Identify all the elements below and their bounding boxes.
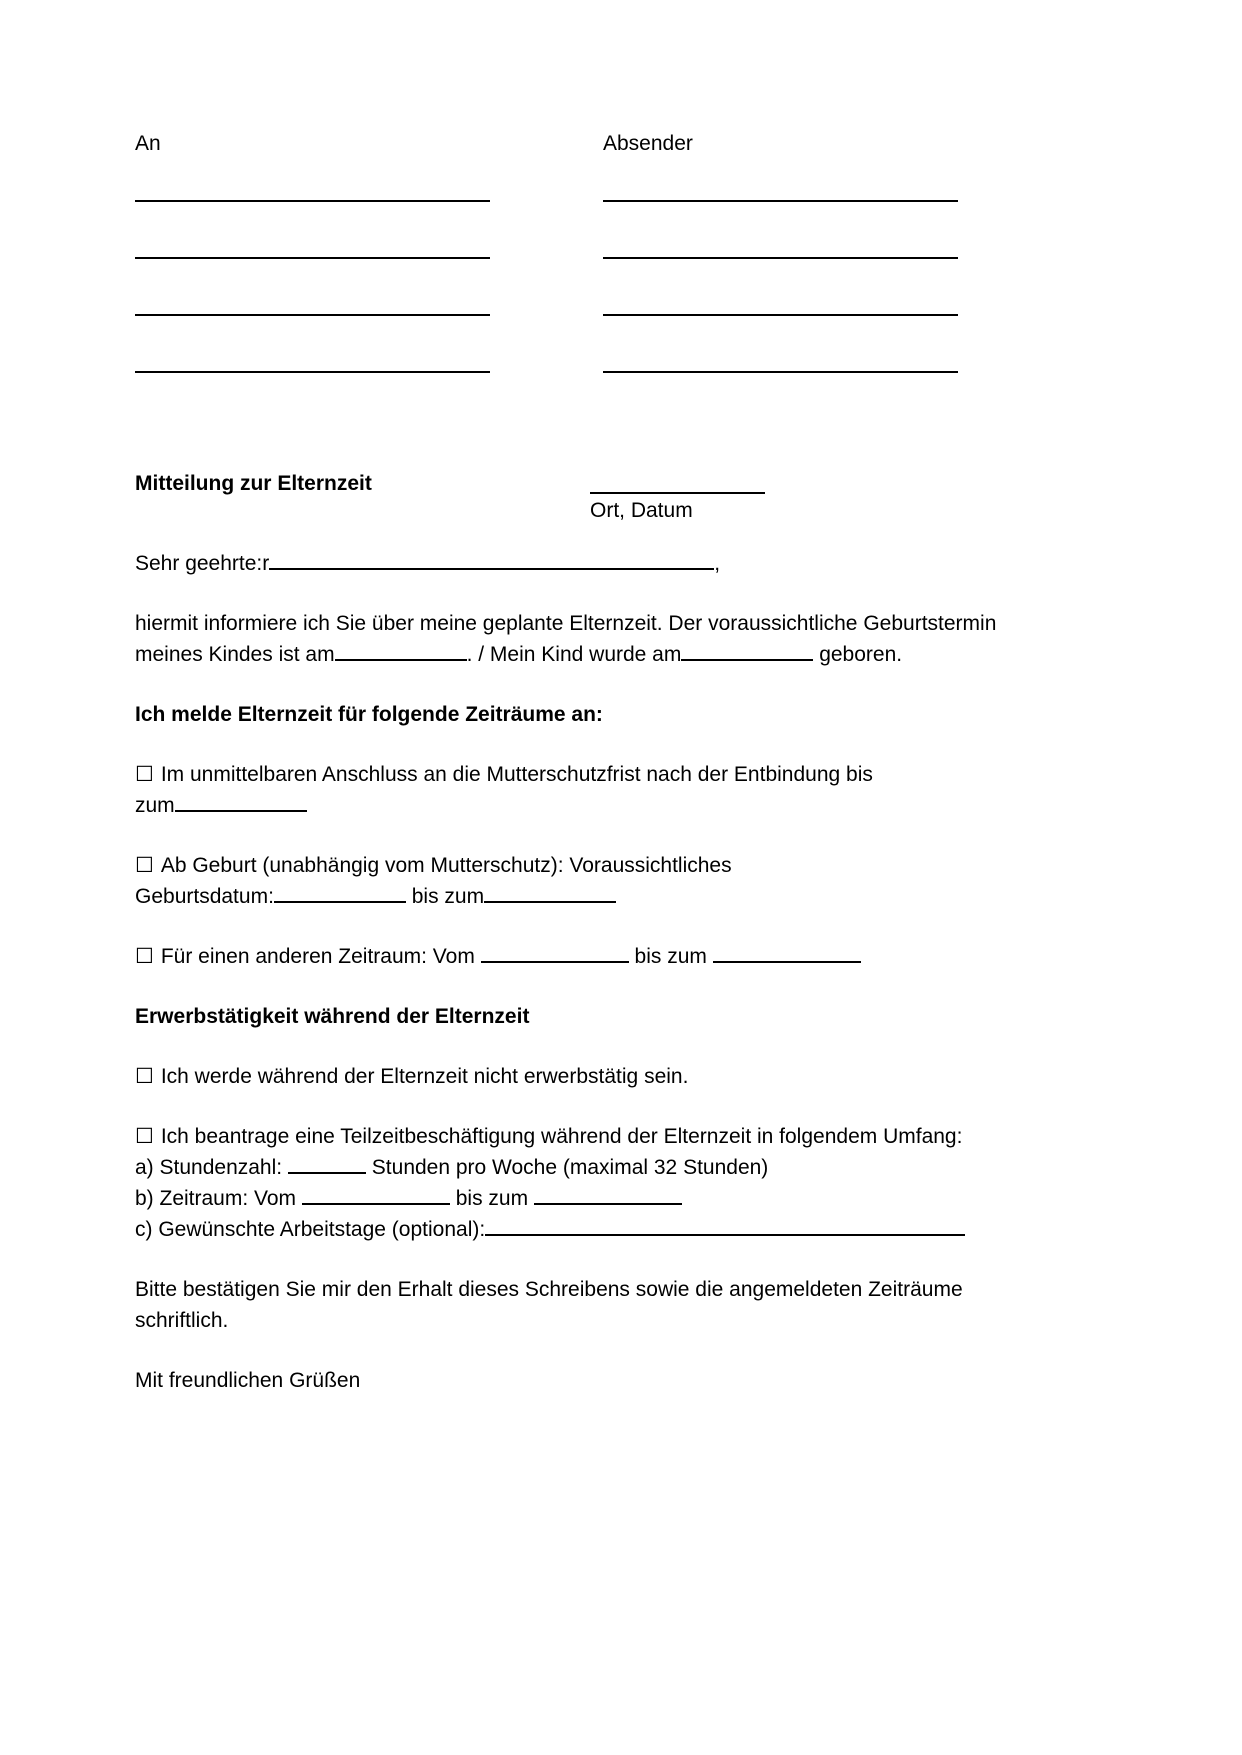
period-option-2-sub-middle: bis zum bbox=[411, 885, 485, 908]
page-title: Mitteilung zur Elternzeit bbox=[135, 472, 372, 495]
employment-item-b-middle: bis zum bbox=[455, 1187, 529, 1210]
spacer bbox=[135, 972, 1030, 1001]
spacer bbox=[135, 912, 1030, 941]
period-option-1-sub bbox=[135, 790, 1030, 821]
employment-option-2[interactable] bbox=[135, 1121, 1030, 1152]
intro-middle: . / Mein Kind wurde am bbox=[466, 643, 682, 666]
preferred-workdays-input[interactable] bbox=[485, 1215, 965, 1236]
recipient-label: An bbox=[135, 132, 161, 155]
period-option-1[interactable] bbox=[135, 759, 1030, 790]
employment-item-b bbox=[135, 1183, 1030, 1214]
spacer bbox=[135, 1245, 1030, 1274]
document-body bbox=[135, 548, 1030, 1396]
sender-line-1[interactable] bbox=[603, 200, 958, 202]
address-block bbox=[135, 130, 1030, 420]
employment-item-c bbox=[135, 1214, 1030, 1245]
employment-item-a-prefix: a) Stundenzahl: bbox=[135, 1156, 283, 1179]
period-option-2-sub bbox=[135, 881, 1030, 912]
employment-item-a bbox=[135, 1152, 1030, 1183]
spacer bbox=[135, 670, 1030, 699]
sender-line-2[interactable] bbox=[603, 257, 958, 259]
parttime-start-date-input[interactable] bbox=[302, 1184, 450, 1205]
period-option-2-sub-prefix: Geburtsdatum: bbox=[135, 885, 274, 908]
weekly-hours-input[interactable] bbox=[288, 1153, 366, 1174]
intro-suffix: geboren. bbox=[819, 643, 903, 666]
checkbox-icon[interactable]: ☐ bbox=[135, 1065, 154, 1088]
checkbox-icon[interactable]: ☐ bbox=[135, 763, 154, 786]
spacer bbox=[135, 821, 1030, 850]
recipient-column bbox=[135, 130, 490, 373]
closing-regards: Mit freundlichen Grüßen bbox=[135, 1369, 361, 1392]
parttime-end-date-input[interactable] bbox=[534, 1184, 682, 1205]
employment-item-c-prefix: c) Gewünschte Arbeitstage (optional): bbox=[135, 1218, 486, 1241]
checkbox-icon[interactable]: ☐ bbox=[135, 945, 154, 968]
employment-option-2-label: Ich beantrage eine Teilzeitbeschäftigung während der Elternzeit in folgendem Umfang: bbox=[160, 1125, 963, 1148]
period-option-2[interactable] bbox=[135, 850, 1030, 881]
salutation-name-input[interactable] bbox=[269, 549, 714, 570]
employment-item-a-suffix: Stunden pro Woche (maximal 32 Stunden) bbox=[371, 1156, 769, 1179]
salutation-line bbox=[135, 548, 1030, 579]
intro-line-1: hiermit informiere ich Sie über meine geplante Elternzeit. Der voraussichtliche Geburtstermin bbox=[135, 612, 997, 635]
place-date-label: Ort, Datum bbox=[590, 499, 693, 522]
period-option-1-sub-prefix: zum bbox=[135, 794, 175, 817]
place-date-group bbox=[590, 470, 770, 525]
employment-option-1-label: Ich werde während der Elternzeit nicht erwerbstätig sein. bbox=[160, 1065, 689, 1088]
salutation-prefix: Sehr geehrte:r bbox=[135, 552, 270, 575]
recipient-line-2[interactable] bbox=[135, 257, 490, 259]
employment-heading: Erwerbstätigkeit während der Elternzeit bbox=[135, 1005, 530, 1028]
salutation-suffix: , bbox=[714, 552, 721, 575]
period-option-2-birth-date-input[interactable] bbox=[274, 882, 406, 903]
employment-item-b-prefix: b) Zeitraum: Vom bbox=[135, 1187, 297, 1210]
closing-request-line-1: Bitte bestätigen Sie mir den Erhalt dieses Schreibens sowie die angemeldeten Zeiträume bbox=[135, 1278, 963, 1301]
sender-column bbox=[603, 130, 958, 373]
period-option-3[interactable] bbox=[135, 941, 1030, 972]
spacer bbox=[135, 1092, 1030, 1121]
recipient-line-1[interactable] bbox=[135, 200, 490, 202]
period-option-3-end-date-input[interactable] bbox=[713, 942, 861, 963]
employment-option-1[interactable] bbox=[135, 1061, 1030, 1092]
closing-request-line-2: schriftlich. bbox=[135, 1309, 229, 1332]
period-option-2-label: Ab Geburt (unabhängig vom Mutterschutz): Voraussichtliches bbox=[160, 854, 732, 877]
sender-label: Absender bbox=[603, 132, 693, 155]
spacer bbox=[135, 579, 1030, 608]
checkbox-icon[interactable]: ☐ bbox=[135, 1125, 154, 1148]
recipient-line-4[interactable] bbox=[135, 371, 490, 373]
spacer bbox=[135, 1336, 1030, 1365]
sender-line-3[interactable] bbox=[603, 314, 958, 316]
actual-birth-date-input[interactable] bbox=[681, 640, 813, 661]
period-option-3-middle: bis zum bbox=[634, 945, 707, 968]
period-option-2-end-date-input[interactable] bbox=[484, 882, 616, 903]
intro-prefix: meines Kindes ist am bbox=[135, 643, 335, 666]
intro-line-2 bbox=[135, 639, 1030, 670]
period-option-1-label: Im unmittelbaren Anschluss an die Mutterschutzfrist nach der Entbindung bis bbox=[160, 763, 873, 786]
expected-birth-date-input[interactable] bbox=[335, 640, 467, 661]
spacer bbox=[135, 1032, 1030, 1061]
period-option-3-start-date-input[interactable] bbox=[481, 942, 629, 963]
sender-line-4[interactable] bbox=[603, 371, 958, 373]
periods-heading: Ich melde Elternzeit für folgende Zeiträume an: bbox=[135, 703, 603, 726]
period-option-1-end-date-input[interactable] bbox=[175, 791, 307, 812]
checkbox-icon[interactable]: ☐ bbox=[135, 854, 154, 877]
period-option-3-label: Für einen anderen Zeitraum: Vom bbox=[160, 945, 475, 968]
recipient-line-3[interactable] bbox=[135, 314, 490, 316]
title-row bbox=[135, 470, 1030, 540]
spacer bbox=[135, 730, 1030, 759]
